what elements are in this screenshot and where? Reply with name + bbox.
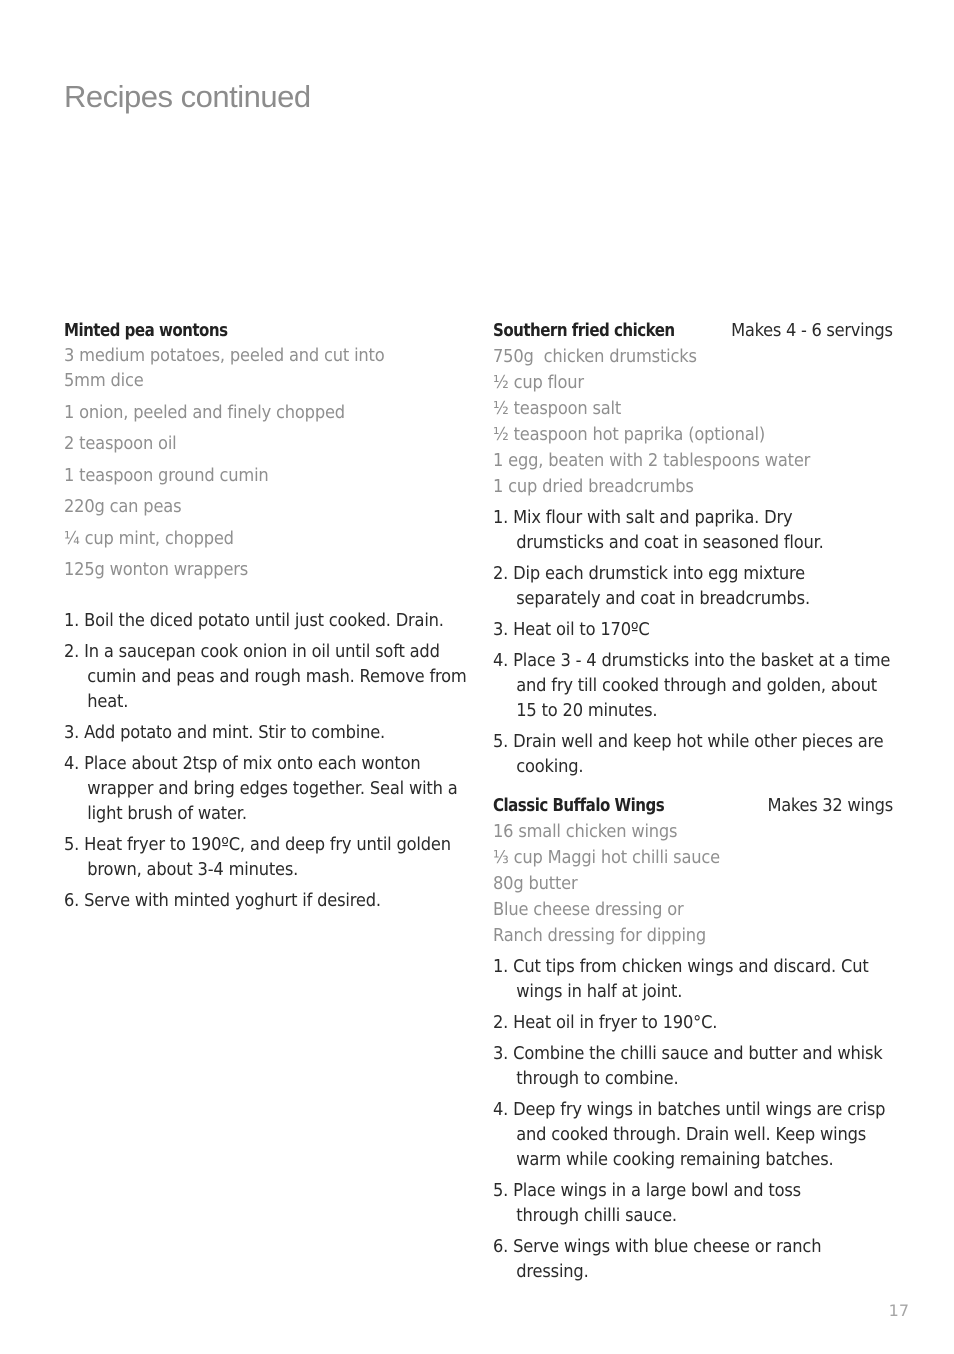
method-step: 5. Place wings in a large bowl and toss through chilli sauce. bbox=[493, 1181, 801, 1226]
method-step: 3. Add potato and mint. Stir to combine. bbox=[64, 723, 386, 743]
ingredient-item: Ranch dressing for dipping bbox=[493, 926, 707, 946]
recipe-servings: Makes 32 wings bbox=[767, 796, 893, 816]
ingredient-item: 2 teaspoon oil bbox=[64, 434, 177, 454]
ingredient-item: 1 cup dried breadcrumbs bbox=[493, 477, 694, 497]
method-step: 6. Serve wings with blue cheese or ranch dressing. bbox=[493, 1237, 822, 1282]
ingredient-item: ½ teaspoon salt bbox=[493, 399, 622, 419]
ingredient-item: ¼ cup mint, chopped bbox=[64, 528, 234, 549]
ingredient-list bbox=[64, 344, 464, 583]
method-steps bbox=[493, 506, 893, 780]
ingredient-item: 80g butter bbox=[493, 874, 578, 894]
method-step: 5. Drain well and keep hot while other pieces are cooking. bbox=[493, 732, 884, 777]
ingredient-item: ½ teaspoon hot paprika (optional) bbox=[493, 425, 766, 445]
method-step: 5. Heat fryer to 190ºC, and deep fry until golden brown, about 3-4 minutes. bbox=[64, 835, 451, 880]
ingredient-item: 125g wonton wrappers bbox=[64, 560, 249, 580]
ingredient-item: 1 onion, peeled and finely chopped bbox=[64, 402, 345, 423]
ingredient-item: 3 medium potatoes, peeled and cut into 5mm dice bbox=[64, 346, 385, 391]
ingredient-list bbox=[493, 819, 893, 949]
method-step: 3. Heat oil to 170ºC bbox=[493, 620, 650, 640]
page-title: Recipes continued bbox=[64, 78, 311, 114]
ingredient-list bbox=[493, 344, 893, 500]
method-step: 6. Serve with minted yoghurt if desired. bbox=[64, 891, 381, 911]
ingredient-item: 16 small chicken wings bbox=[493, 822, 678, 842]
page-number: 17 bbox=[888, 1301, 909, 1320]
right-column bbox=[493, 318, 893, 1291]
method-steps bbox=[493, 955, 893, 1285]
method-step: 1. Cut tips from chicken wings and discard. Cut wings in half at joint. bbox=[493, 957, 869, 1002]
method-step: 4. Place about 2tsp of mix onto each wonton wrapper and bring edges together. Seal with a light brush of water. bbox=[64, 754, 458, 824]
recipe-title: Classic Buffalo Wings bbox=[493, 796, 665, 816]
method-step: 4. Deep fry wings in batches until wings are crisp and cooked through. Drain well. Keep wings warm while cooking remaining batches. bbox=[493, 1100, 886, 1170]
recipe-servings: Makes 4 - 6 servings bbox=[731, 321, 893, 341]
ingredient-item: 750g chicken drumsticks bbox=[493, 347, 697, 367]
recipe-title: Minted pea wontons bbox=[64, 321, 228, 341]
ingredient-item: Blue cheese dressing or bbox=[493, 900, 684, 920]
ingredient-item: 1 egg, beaten with 2 tablespoons water bbox=[493, 451, 811, 471]
method-step: 1. Boil the diced potato until just cooked. Drain. bbox=[64, 611, 444, 631]
method-step: 4. Place 3 - 4 drumsticks into the basket at a time and fry till cooked through and golden, about 15 to 20 minutes. bbox=[493, 651, 891, 721]
recipe-southern-fried-chicken bbox=[493, 318, 893, 780]
recipe-title: Southern fried chicken bbox=[493, 321, 675, 341]
method-step: 3. Combine the chilli sauce and butter and whisk through to combine. bbox=[493, 1044, 883, 1089]
ingredient-item: 1 teaspoon ground cumin bbox=[64, 465, 269, 486]
ingredient-item: 220g can peas bbox=[64, 497, 182, 517]
method-step: 2. Dip each drumstick into egg mixture separately and coat in breadcrumbs. bbox=[493, 564, 810, 609]
recipe-header bbox=[493, 793, 893, 819]
recipe-minted-pea-wontons bbox=[64, 318, 467, 920]
method-step: 1. Mix flour with salt and paprika. Dry drumsticks and coat in seasoned flour. bbox=[493, 508, 824, 553]
method-step: 2. In a saucepan cook onion in oil until soft add cumin and peas and rough mash. Remove from heat. bbox=[64, 642, 467, 712]
method-steps bbox=[64, 609, 467, 914]
recipe-header bbox=[493, 318, 893, 344]
recipe-classic-buffalo-wings bbox=[493, 793, 893, 1285]
method-step: 2. Heat oil in fryer to 190°C. bbox=[493, 1013, 718, 1033]
ingredient-item: ⅓ cup Maggi hot chilli sauce bbox=[493, 848, 720, 868]
recipe-header bbox=[64, 318, 464, 344]
ingredient-item: ½ cup flour bbox=[493, 373, 584, 393]
